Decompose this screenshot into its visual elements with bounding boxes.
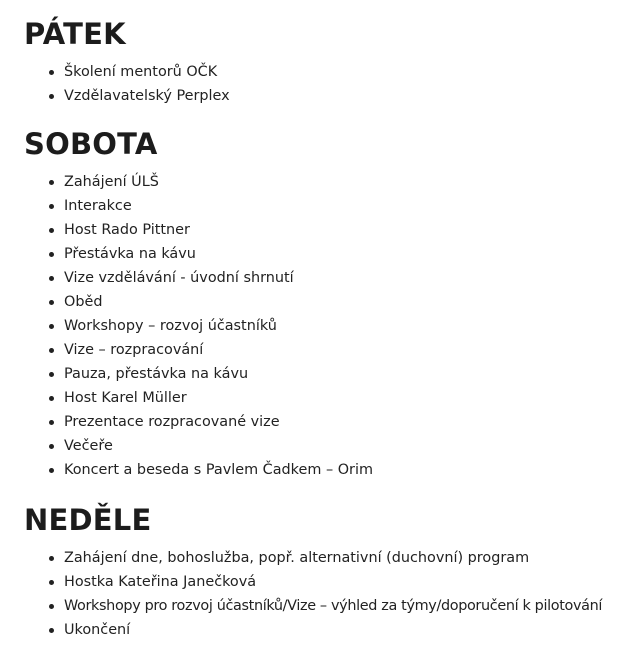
bullet-icon — [49, 420, 54, 425]
list-item-text: Host Karel Müller — [64, 390, 187, 406]
day-section-sunday — [24, 502, 624, 642]
bullet-icon — [49, 628, 54, 633]
bullet-icon — [49, 604, 54, 609]
bullet-icon — [49, 580, 54, 585]
bullet-icon — [49, 252, 54, 257]
list-item — [24, 618, 624, 642]
bullet-icon — [49, 324, 54, 329]
list-item-text: Vize vzdělávání - úvodní shrnutí — [64, 270, 294, 286]
agenda-list-friday — [24, 60, 624, 108]
list-item — [24, 266, 624, 290]
agenda-list-sunday — [24, 546, 624, 642]
list-item — [24, 410, 624, 434]
list-item-text: Oběd — [64, 294, 103, 310]
bullet-icon — [49, 228, 54, 233]
agenda-list-saturday — [24, 170, 624, 482]
list-item — [24, 362, 624, 386]
list-item-text: Vzdělavatelský Perplex — [64, 88, 230, 104]
list-item-text: Zahájení dne, bohoslužba, popř. alternativní (duchovní) program — [64, 550, 530, 566]
list-item — [24, 218, 624, 242]
day-section-friday — [24, 16, 624, 108]
bullet-icon — [49, 372, 54, 377]
day-title-saturday: SOBOTA — [24, 127, 158, 161]
list-item-text: Vize – rozpracování — [64, 342, 204, 358]
list-item — [24, 570, 624, 594]
list-item — [24, 338, 624, 362]
list-item — [24, 290, 624, 314]
list-item-text: Ukončení — [64, 622, 131, 638]
list-item-text: Workshopy – rozvoj účastníků — [64, 318, 277, 334]
list-item — [24, 242, 624, 266]
bullet-icon — [49, 300, 54, 305]
list-item-text: Interakce — [64, 198, 132, 214]
list-item — [24, 194, 624, 218]
list-item-text: Hostka Kateřina Janečková — [64, 574, 257, 590]
bullet-icon — [49, 180, 54, 185]
agenda-page — [0, 16, 624, 669]
list-item — [24, 170, 624, 194]
list-item — [24, 314, 624, 338]
list-item-text: Školení mentorů OČK — [64, 64, 218, 80]
bullet-icon — [49, 204, 54, 209]
bullet-icon — [49, 444, 54, 449]
list-item-text: Workshopy pro rozvoj účastníků/Vize – výhled za týmy/doporučení k pilotování — [64, 598, 603, 614]
list-item-text: Přestávka na kávu — [64, 246, 196, 262]
bullet-icon — [49, 348, 54, 353]
list-item-text: Zahájení ÚLŠ — [64, 174, 159, 190]
list-item — [24, 60, 624, 84]
list-item — [24, 84, 624, 108]
bullet-icon — [49, 94, 54, 99]
list-item-text: Prezentace rozpracované vize — [64, 414, 280, 430]
list-item — [24, 458, 624, 482]
bullet-icon — [49, 276, 54, 281]
day-section-saturday — [24, 126, 624, 482]
day-title-sunday: NEDĚLE — [24, 503, 152, 537]
list-item — [24, 594, 624, 618]
bullet-icon — [49, 70, 54, 75]
bullet-icon — [49, 556, 54, 561]
list-item-text: Pauza, přestávka na kávu — [64, 366, 249, 382]
list-item-text: Host Rado Pittner — [64, 222, 190, 238]
day-title-friday: PÁTEK — [24, 17, 126, 51]
list-item-text: Večeře — [64, 438, 113, 454]
list-item — [24, 546, 624, 570]
list-item-text: Koncert a beseda s Pavlem Čadkem – Orim — [64, 462, 373, 478]
list-item — [24, 386, 624, 410]
list-item — [24, 434, 624, 458]
bullet-icon — [49, 468, 54, 473]
bullet-icon — [49, 396, 54, 401]
